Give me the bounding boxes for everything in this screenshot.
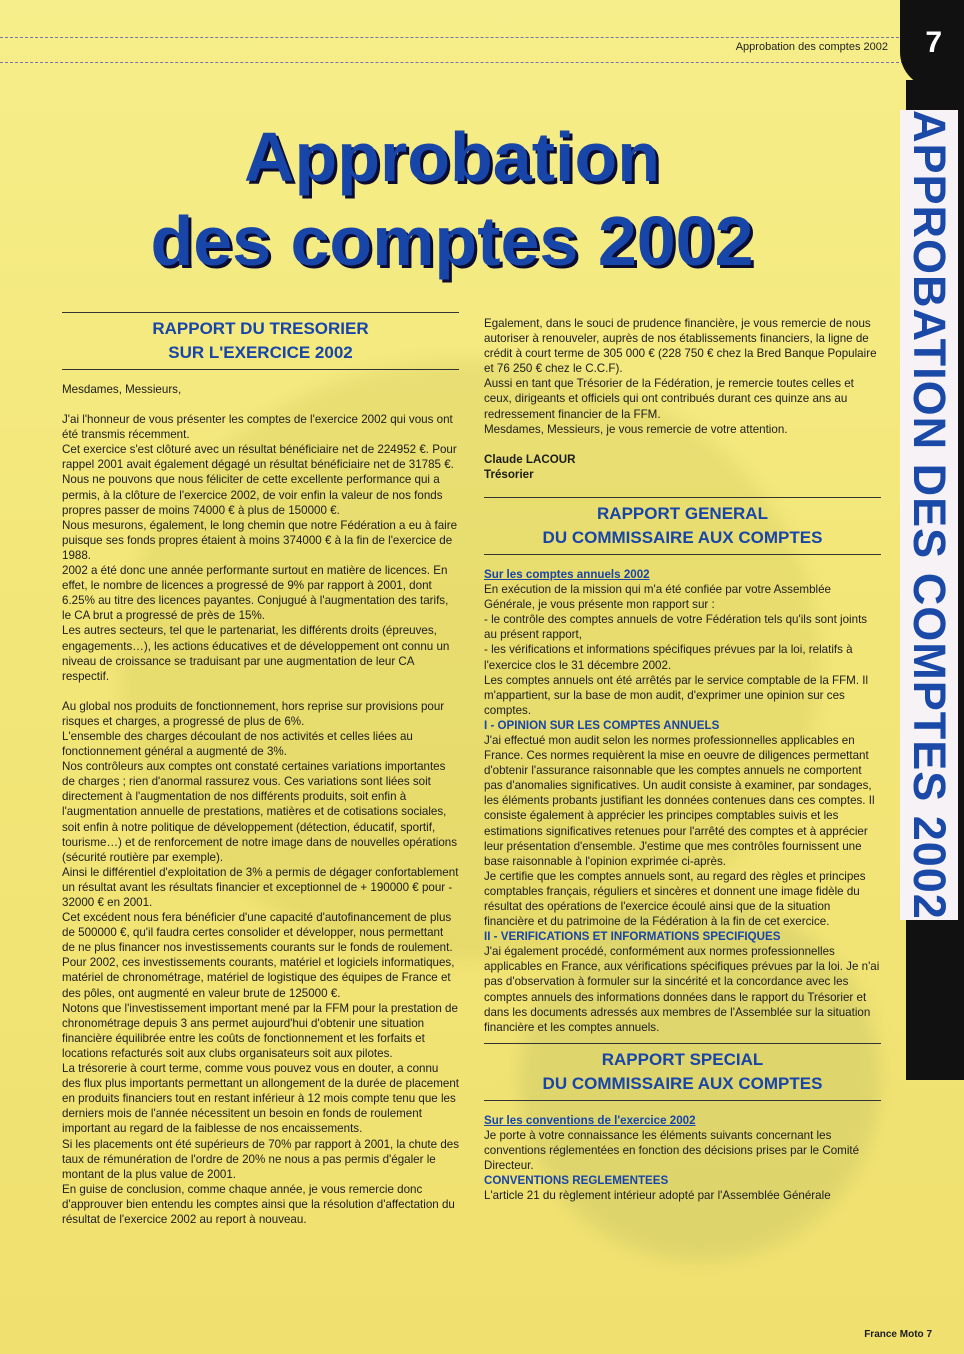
heading-line: DU COMMISSAIRE AUX COMPTES xyxy=(542,1073,823,1093)
subheading: II - VERIFICATIONS ET INFORMATIONS SPECIFIQUES xyxy=(484,930,781,944)
heading-line: RAPPORT GENERAL xyxy=(597,503,768,523)
heading-line: DU COMMISSAIRE AUX COMPTES xyxy=(542,527,823,547)
subheading: CONVENTIONS REGLEMENTEES xyxy=(484,1174,669,1188)
paragraph: Pour 2002, ces investissements courants, matériel et logiciels informatiques, matériel de chronométrage, matériel de logistique des équipes de France et des pôles, ont augmenté en valeur brute de 125000 €. xyxy=(62,956,455,1000)
heading-line: SUR L'EXERCICE 2002 xyxy=(168,343,353,362)
side-title: APPROBATION DES COMPTES 2002 xyxy=(900,110,958,920)
treasurer-report-heading xyxy=(62,312,459,370)
page-title-line1: Approbation xyxy=(243,118,661,196)
auditor-special-report-heading xyxy=(484,1043,881,1101)
paragraph: Nous ne pouvons que nous féliciter de cette excellente performance qui a permis, à la clôture de l'exercice 2002, de voir enfin la valeur de nos fonds propres passer de moins 74000 € à plus de 150000 €. xyxy=(62,473,443,517)
paragraph: Nos contrôleurs aux comptes ont constaté certaines variations importantes de charges ; rien d'anormal rassurez vous. Ces variations sont liées soit directement à l'augmentation de nos différents produits, soit enfin à l'augmentation annuelle de prestations, matières et de cotisations sociales, soit enfin à notre politique de développement (détection, éducatif, sportif, tourisme…) et de renforcement de notre image dans de nouvelles opérations (sécurité routière par exemple). xyxy=(62,760,458,864)
subheading: Sur les conventions de l'exercice 2002 xyxy=(484,1113,696,1127)
auditor-general-report-heading xyxy=(484,497,881,555)
paragraph: Cet excédent nous fera bénéficier d'une capacité d'autofinancement de plus de 500000 €, qu'il faudra certes consolider et développer, nous permettant de ne plus financer nos investissements courants sur le fonds de roulement. xyxy=(62,911,453,955)
paragraph: - le contrôle des comptes annuels de votre Fédération tels qu'ils sont joints au présent rapport, xyxy=(484,613,868,642)
page-number: 7 xyxy=(925,26,942,59)
signature-role: Trésorier xyxy=(484,467,534,481)
paragraph: La trésorerie à court terme, comme vous pouvez vous en douter, a connu des flux plus importants permettant un allongement de la durée de placement en produits financiers tout en restant inférieur à 12 mois compte tenu que les derniers mois de l'année nécessitent un besoin en fonds de roulement important au regard de la faiblesse de nos encaissements. xyxy=(62,1062,460,1136)
top-dashed-rule xyxy=(0,37,904,38)
heading-line: RAPPORT DU TRESORIER xyxy=(152,319,369,338)
page-title xyxy=(60,115,844,283)
paragraph: En guise de conclusion, comme chaque année, je vous remercie donc d'approuver bien entendu les comptes ainsi que la résolution d'affectation du résultat de l'exercice 2002 au report à nouveau. xyxy=(62,1182,455,1226)
subheading: Sur les comptes annuels 2002 xyxy=(484,567,650,581)
salutation: Mesdames, Messieurs, xyxy=(62,383,182,396)
paragraph: Nous mesurons, également, le long chemin que notre Fédération a eu à faire puisque ses fonds propres étaient à moins 374000 € à la fin de l'exercice de 1988. xyxy=(62,518,458,562)
paragraph: Les comptes annuels ont été arrêtés par le service comptable de la FFM. Il m'appartient, sur la base de mon audit, d'exprimer une opinion sur ces comptes. xyxy=(484,673,869,717)
page-title-line2: des comptes 2002 xyxy=(150,202,754,280)
top-dashed-rule-2 xyxy=(0,62,904,63)
paragraph: Ainsi le différentiel d'exploitation de 3% a permis de dégager confortablement un résultat avant les résultats financier et exceptionnel de + 190000 € pour - 32000 € en 2001. xyxy=(62,865,459,909)
paragraph: L'article 21 du règlement intérieur adopté par l'Assemblée Générale xyxy=(484,1189,831,1203)
running-header: Approbation des comptes 2002 xyxy=(735,41,888,53)
paragraph: J'ai effectué mon audit selon les normes professionnelles applicables en France. Ces normes requièrent la mise en oeuvre de diligences permettant d'obtenir l'assurance raisonnable que les comptes annuels ne comportent pas d'anomalies significatives. Un audit consiste à examiner, par sondages, les éléments probants justifiant les données contenues dans ces comptes. Il consiste également à apprécier les principes comptables suivis et les estimations significatives retenues pour l'arrêté des comptes et à apprécier leur présentation d'ensemble. J'estime que mes contrôles fournissent une base raisonnable à l'opinion exprimée ci-après. xyxy=(484,733,875,868)
paragraph: Les autres secteurs, tel que le partenariat, les différents droits (épreuves, engagements…), les actions éducatives et de développement ont connu un niveau de croissance se traduisant par une augmentation de leur CA respectif. xyxy=(62,624,450,683)
signature-name: Claude LACOUR xyxy=(484,452,576,466)
subheading: I - OPINION SUR LES COMPTES ANNUELS xyxy=(484,718,720,732)
right-column xyxy=(484,316,881,1203)
paragraph: J'ai l'honneur de vous présenter les comptes de l'exercice 2002 qui vous ont été transmis récemment. xyxy=(62,413,453,442)
paragraph: Cet exercice s'est clôturé avec un résultat bénéficiaire net de 224952 €. Pour rappel 2001 avait également dégagé un résultat bénéficiaire net de 31785 €. xyxy=(62,443,457,472)
footer-magazine: France Moto xyxy=(864,1329,924,1340)
footer xyxy=(864,1329,932,1340)
paragraph: Je porte à votre connaissance les éléments suivants concernant les conventions réglementées en fonction des décisions prises par le Comité Directeur. xyxy=(484,1128,860,1173)
paragraph: L'ensemble des charges découlant de nos activités et celles liées au fonctionnement général a augmenté de 3%. xyxy=(62,729,413,759)
paragraph: Si les placements ont été supérieurs de 70% par rapport à 2001, la chute des taux de rémunération de l'ordre de 20% ne nous a pas permis d'égaler le montant de la plus value de 2001. xyxy=(62,1137,460,1181)
paragraph: 2002 a été donc une année performante surtout en matière de licences. En effet, le nombre de licences a progressé de 9% par rapport à 2001, dont 6.25% au titre des licences payantes. Conjugué à l'augmentation des tarifs, le CA brut a progressé de près de 15%. xyxy=(62,564,449,623)
paragraph: En exécution de la mission qui m'a été confiée par votre Assemblée Générale, je vous présente mon rapport sur : xyxy=(484,583,831,612)
footer-page: 7 xyxy=(926,1329,932,1340)
paragraph: Egalement, dans le souci de prudence financière, je vous remercie de nous autoriser à renouveler, auprès de nos établissements financiers, la ligne de crédit à court terme de 305 000 € (228 750 € chez la Bred Banque Populaire et 76 250 € chez le C.C.F). xyxy=(484,317,877,376)
heading-line: RAPPORT SPECIAL xyxy=(601,1049,764,1069)
paragraph: Notons que l'investissement important mené par la FFM pour la prestation de chronométrage depuis 3 ans permet aujourd'hui d'obtenir une situation financière équilibrée entre les coûts de fonctionnement et les forfaits et locations refacturés soit aux clubs organisateurs soit aux pilotes. xyxy=(62,1001,458,1060)
paragraph: Je certifie que les comptes annuels sont, au regard des règles et principes comptables français, réguliers et sincères et donnent une image fidèle du résultat des opérations de l'exercice écoulé ainsi que de la situation financière et du patrimoine de la Fédération à la fin de cet exercice. xyxy=(484,869,866,929)
paragraph: Au global nos produits de fonctionnement, hors reprise sur provisions pour risques et charges, a progressé de plus de 6%. xyxy=(62,699,445,728)
paragraph: Mesdames, Messieurs, je vous remercie de votre attention. xyxy=(484,422,788,436)
paragraph: - les vérifications et informations spécifiques prévues par la loi, relatifs à l'exercice clos le 31 décembre 2002. xyxy=(484,643,853,672)
paragraph: J'ai également procédé, conformément aux normes professionnelles applicables en France, aux vérifications spécifiques prévues par la loi. Je n'ai pas d'observation à formuler sur la sincérité et la concordance avec les comptes annuels des informations données dans le rapport du Trésorier et dans les documents adressés aux membres de l'Assemblée sur la situation financière et les comptes annuels. xyxy=(484,945,880,1034)
paragraph: Aussi en tant que Trésorier de la Fédération, je remercie toutes celles et ceux, dirigeants et officiels qui ont contribués durant ces quinze ans au redressement financier de la FFM. xyxy=(484,377,854,421)
left-column xyxy=(62,312,459,1227)
